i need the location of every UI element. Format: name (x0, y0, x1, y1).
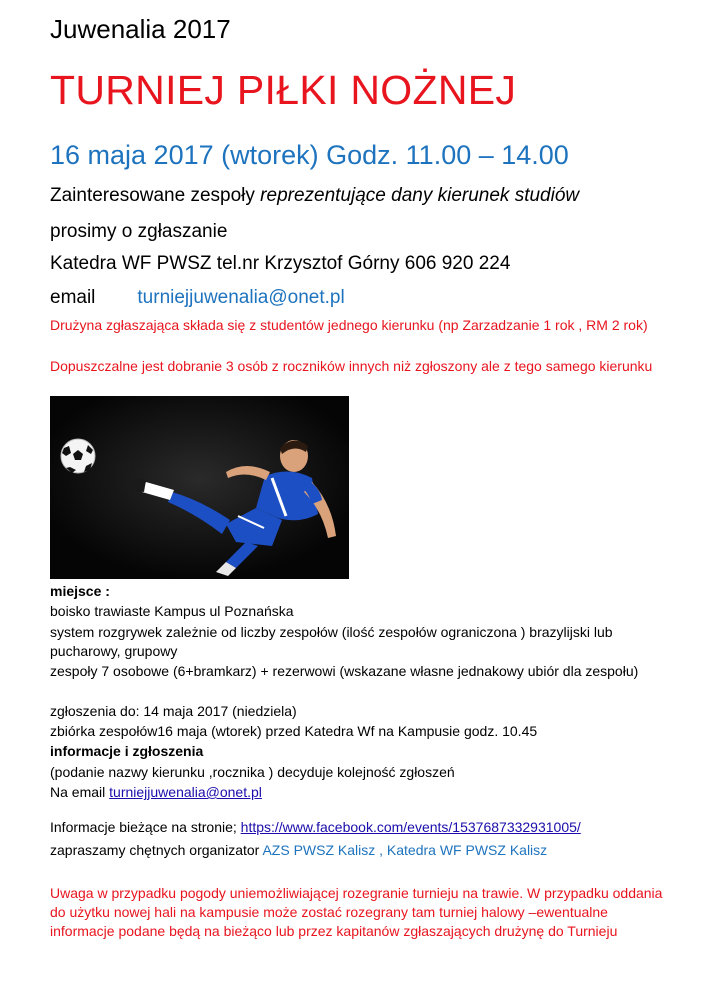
facebook-event-link[interactable]: https://www.facebook.com/events/1537687332931005/ (240, 819, 581, 835)
weather-warning: Uwaga w przypadku pogody uniemożliwiającej rozegranie turnieju na trawie. W przypadku oddania do użytku nowej hali na kampusie może zostać rozegrany tam turniej halowy –ewentualne informacje podane będą na bieżąco lub przez kapitanów zgłaszających drużynę do Turnieju (50, 885, 663, 939)
deadline-text: zgłoszenia do: 14 maja 2017 (niedziela) (50, 703, 297, 719)
event-name: Juwenalia 2017 (50, 14, 231, 44)
place-text: boisko trawiaste Kampus ul Poznańska (50, 603, 294, 619)
contact-line: Katedra WF PWSZ tel.nr Krzysztof Górny 606 920 224 (50, 253, 511, 274)
info-text: (podanie nazwy kierunku ,rocznika ) decyduje kolejność zgłoszeń (50, 764, 455, 780)
current-info-text: Informacje bieżące na stronie; (50, 819, 241, 835)
organizers-text: AZS PWSZ Kalisz , Katedra WF PWSZ Kalisz (262, 842, 548, 858)
intro-line-1-text: Zainteresowane zespoły (50, 185, 261, 206)
soccer-player-kicking-ball-icon (50, 396, 349, 579)
tournament-title: TURNIEJ PIŁKI NOŻNEJ (50, 67, 517, 113)
invite-line (50, 841, 547, 860)
soccer-player-image (50, 396, 349, 579)
meeting-text: zbiórka zespołów16 maja (wtorek) przed Katedra Wf na Kampusie godz. 10.45 (50, 723, 538, 739)
info-heading: informacje i zgłoszenia (50, 743, 204, 759)
current-info-line (50, 818, 581, 837)
intro-line-1 (50, 182, 579, 210)
place-heading: miejsce : (50, 583, 110, 599)
invite-text: zapraszamy chętnych organizator (50, 842, 263, 858)
info-email-prefix: Na email (50, 784, 110, 800)
team-rule-2: Dopuszczalne jest dobranie 3 osób z roczników innych niż zgłoszony ale z tego samego kierunku (50, 358, 653, 374)
info-email-line (50, 783, 262, 802)
email-line (50, 284, 345, 312)
teams-text: zespoły 7 osobowe (6+bramkarz) + rezerwowi (wskazane własne jednakowy ubiór dla zespołu) (50, 663, 639, 679)
email-label: email (50, 287, 96, 308)
email-address[interactable]: turniejjuwenalia@onet.pl (137, 287, 345, 308)
intro-line-1-italic: reprezentujące dany kierunek studiów (260, 185, 580, 206)
event-date-time: 16 maja 2017 (wtorek) Godz. 11.00 – 14.00 (50, 140, 569, 170)
info-email-link[interactable]: turniejjuwenalia@onet.pl (109, 784, 262, 800)
intro-line-2: prosimy o zgłaszanie (50, 221, 228, 242)
team-rule-1: Drużyna zgłaszająca składa się z studentów jednego kierunku (np Zarzadzanie 1 rok , RM 2 rok) (50, 317, 648, 333)
system-text: system rozgrywek zależnie od liczby zespołów (ilość zespołów ograniczona ) brazylijski lub pucharowy, grupowy (50, 624, 613, 659)
